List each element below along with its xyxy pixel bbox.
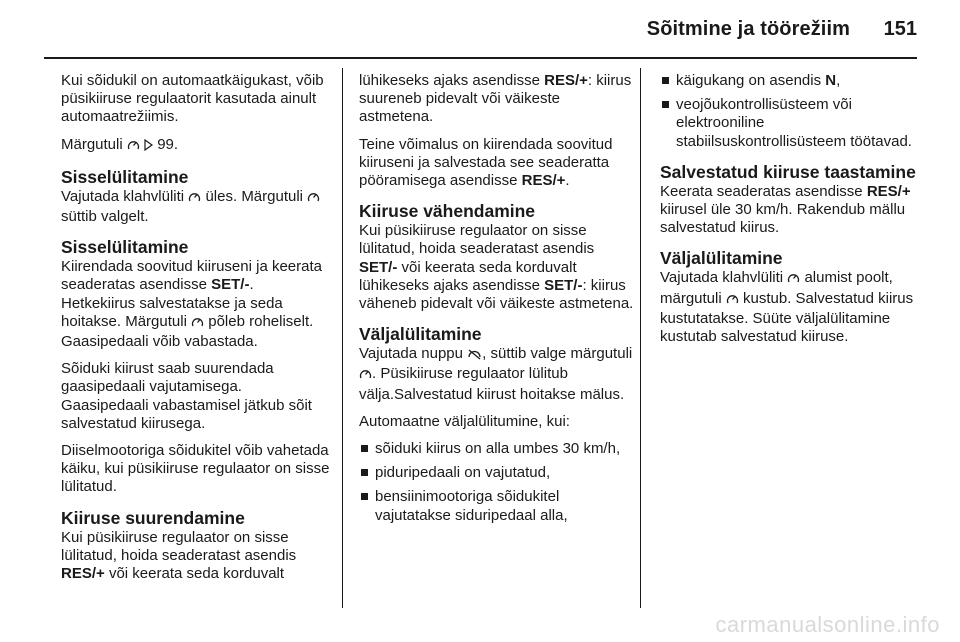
list-item: bensiinimootoriga sõidukitel vajutatakse siduripedaal alla, [359,488,634,524]
paragraph-switch-off-2: Vajutada klahvlüliti alumist poolt, märgutuli kustub. Salvestatud kiirus kustutatakse. Süüte väljalülitamine kustutab salvestatud kiiruse. [660,269,914,346]
paragraph-auto-off: Automaatne väljalülitumine, kui: [359,412,570,430]
page-header [0,0,960,60]
page-number: 151 [883,18,917,40]
heading-activation: Sisselülitamine [61,237,189,258]
cruise-control-icon [307,190,320,208]
heading-switch-on: Sisselülitamine [61,166,189,187]
column-divider-1 [342,68,343,608]
column-3 [660,72,930,355]
paragraph-restore-speed: Keerata seaderatas asendisse RES/+ kiirusel üle 30 km/h. Rakendub mällu salvestatud kiirus. [660,182,911,237]
paragraph-diesel: Diiselmootoriga sõidukitel võib vahetada käiku, kui püsikiiruse regulaator on sisse lülitatud. [61,442,330,496]
cruise-control-icon [787,271,800,289]
auto-off-list-continued [660,72,930,151]
bullet-square [361,445,368,452]
paragraph-indicator: Märgutuli 99. [61,136,331,156]
column-2 [359,72,634,534]
column-1 [61,72,331,592]
cruise-control-icon [127,138,140,156]
list-item: veojõukontrollisüsteem või elektrooniline stabiilsuskontrollisüsteem töötavad. [660,96,930,151]
paragraph-increase-continued: lühikeseks ajaks asendisse RES/+: kiirus suureneb pidevalt või väikeste astmetena. [359,72,632,126]
paragraph-decrease-speed: Kui püsikiiruse regulaator on sisse lülitatud, hoida seaderatast asendis SET/- või keerata seda korduvalt lühikeseks ajaks asendisse SET/-: kiirus väheneb pidevalt või väikeste astmetena. [359,222,634,313]
header-divider [44,57,917,59]
section-title: Sõitmine ja töörežiim [646,18,850,40]
list-item: piduripedaali on vajutatud, [359,464,634,482]
list-item: sõiduki kiirus on alla umbes 30 km/h, [359,440,634,458]
cruise-control-icon [191,315,204,333]
bullet-square [361,469,368,476]
paragraph-speed-up: Sõiduki kiirust saab suurendada gaasipedaali vajutamisega. Gaasipedaali vabastamisel jätkub sõit salvestatud kiirusega. [61,360,312,432]
paragraph-alternative: Teine võimalus on kiirendada soovitud kiiruseni ja salvestada see seaderatta pööramisega asendisse RES/+. [359,135,613,190]
heading-switch-off: Väljalülitamine [359,324,482,345]
paragraph-automatic: Kui sõidukil on automaatkäigukast, võib püsikiiruse regulaatorit kasutada ainult automaatrežiimis. [61,72,324,126]
watermark: carmanualsonline.info [715,612,940,637]
cruise-cancel-icon [467,347,482,365]
paragraph-switch-on: Vajutada klahvlüliti üles. Märgutuli süttib valgelt. [61,188,331,226]
heading-switch-off-2: Väljalülitamine [660,248,783,269]
cruise-control-icon [726,292,739,310]
paragraph-increase-speed: Kui püsikiiruse regulaator on sisse lülitatud, hoida seaderatast asendis RES/+ või keerata seda korduvalt [61,528,297,583]
bullet-square [662,77,669,84]
column-divider-2 [640,68,641,608]
paragraph-activation: Kiirendada soovitud kiiruseni ja keerata seaderatas asendisse SET/-. Hetkekiirus salvestatakse ja seda hoitakse. Märgutuli põleb roheliselt. Gaasipedaali võib vabastada. [61,258,322,351]
heading-decrease-speed: Kiiruse vähendamine [359,201,536,222]
cruise-control-icon [359,367,372,385]
paragraph-switch-off: Vajutada nuppu , süttib valge märgutuli . Püsikiiruse regulaator lülitub välja.Salvestatud kiirust hoitakse mälus. [359,345,633,403]
bullet-square [662,101,669,108]
cruise-control-icon [188,190,201,208]
heading-restore-speed: Salvestatud kiiruse taastamine [660,161,916,182]
list-item: käigukang on asendis N, [660,72,930,90]
page-footer [0,608,960,638]
bullet-square [361,493,368,500]
heading-increase-speed: Kiiruse suurendamine [61,507,245,528]
page-reference-arrow-icon [144,138,153,156]
auto-off-list [359,440,634,525]
